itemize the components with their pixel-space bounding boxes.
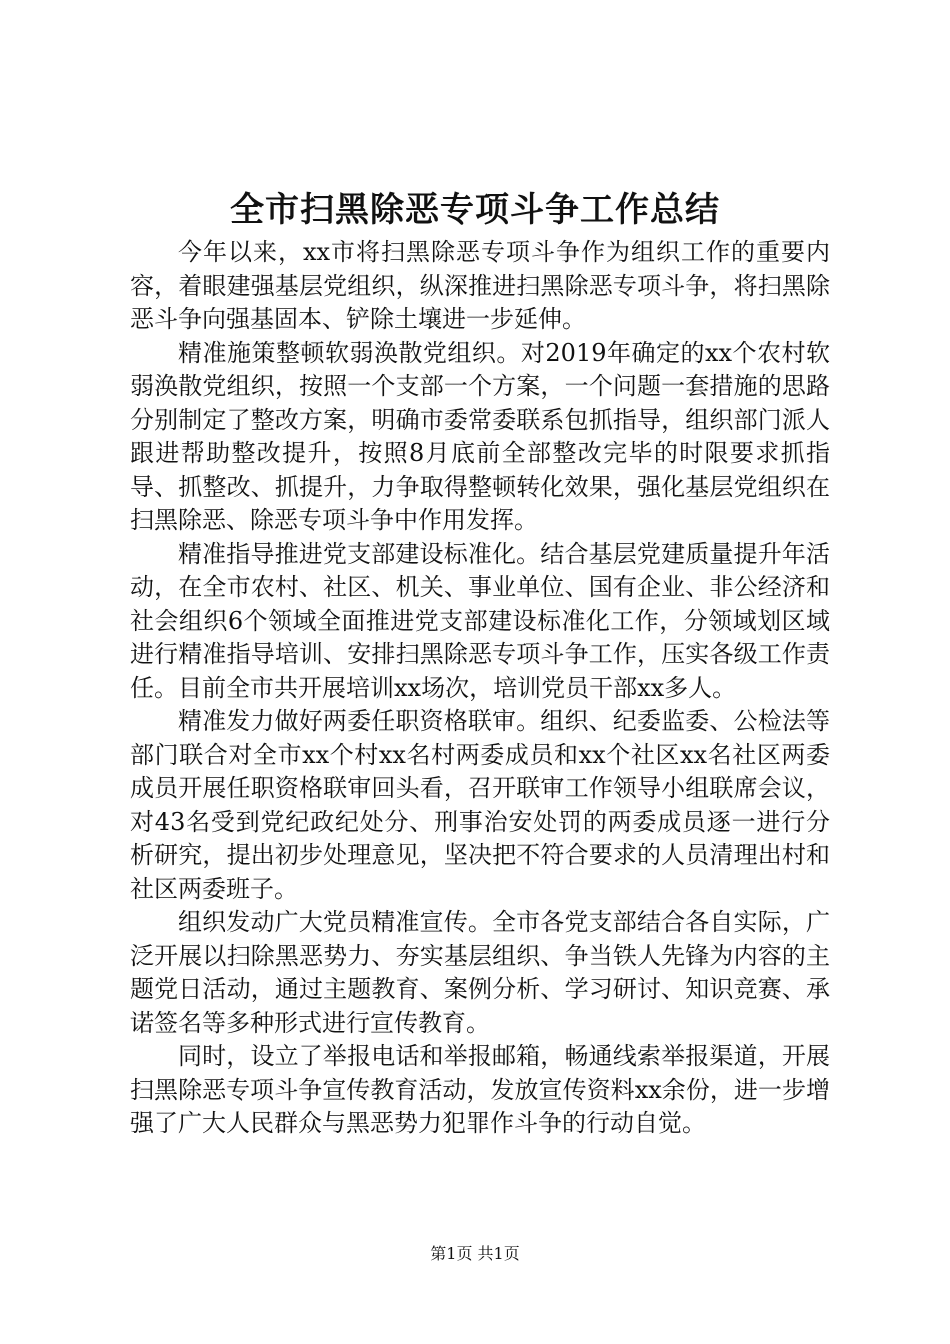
paragraph-reporting: 同时，设立了举报电话和举报邮箱，畅通线索举报渠道，开展扫黑除恶专项斗争宣传教育活动，发放宣传资料xx余份，进一步增强了广大人民群众与黑恶势力犯罪作斗争的行动自觉。 [130,1042,830,1137]
paragraph-qualification-review: 精准发力做好两委任职资格联审。组织、纪委监委、公检法等部门联合对全市xx个村xx名村两委成员和xx个社区xx名社区两委成员开展任职资格联审回头看，召开联审工作领导小组联席会议，对43名受到党纪政纪处分、刑事治安处罚的两委成员逐一进行分析研究，提出初步处理意见，坚决把不符合要求的人员清理出村和社区两委班子。 [130,707,830,903]
paragraph-publicity: 组织发动广大党员精准宣传。全市各党支部结合各自实际，广泛开展以扫除黑恶势力、夯实基层组织、争当铁人先锋为内容的主题党日活动，通过主题教育、案例分析、学习研讨、知识竞赛、承诺签名等多种形式进行宣传教育。 [130,908,830,1037]
page-number: 第1页 共1页 [430,1244,520,1263]
paragraph-rectification: 精准施策整顿软弱涣散党组织。对2019年确定的xx个农村软弱涣散党组织，按照一个支部一个方案，一个问题一套措施的思路分别制定了整改方案，明确市委常委联系包抓指导，组织部门派人跟进帮助整改提升，按照8月底前全部整改完毕的时限要求抓指导、抓整改、抓提升，力争取得整顿转化效果，强化基层党组织在扫黑除恶、除恶专项斗争中作用发挥。 [130,338,830,534]
paragraph-intro: 今年以来，xx市将扫黑除恶专项斗争作为组织工作的重要内容，着眼建强基层党组织，纵深推进扫黑除恶专项斗争，将扫黑除恶斗争向强基固本、铲除土壤进一步延伸。 [130,238,830,333]
document-title: 全市扫黑除恶专项斗争工作总结 [230,190,720,230]
document-body [130,236,830,1141]
paragraph-standardization: 精准指导推进党支部建设标准化。结合基层党建质量提升年活动，在全市农村、社区、机关、事业单位、国有企业、非公经济和社会组织6个领域全面推进党支部建设标准化工作，分领域划区域进行精准指导培训、安排扫黑除恶专项斗争工作，压实各级工作责任。目前全市共开展培训xx场次，培训党员干部xx多人。 [130,539,830,702]
